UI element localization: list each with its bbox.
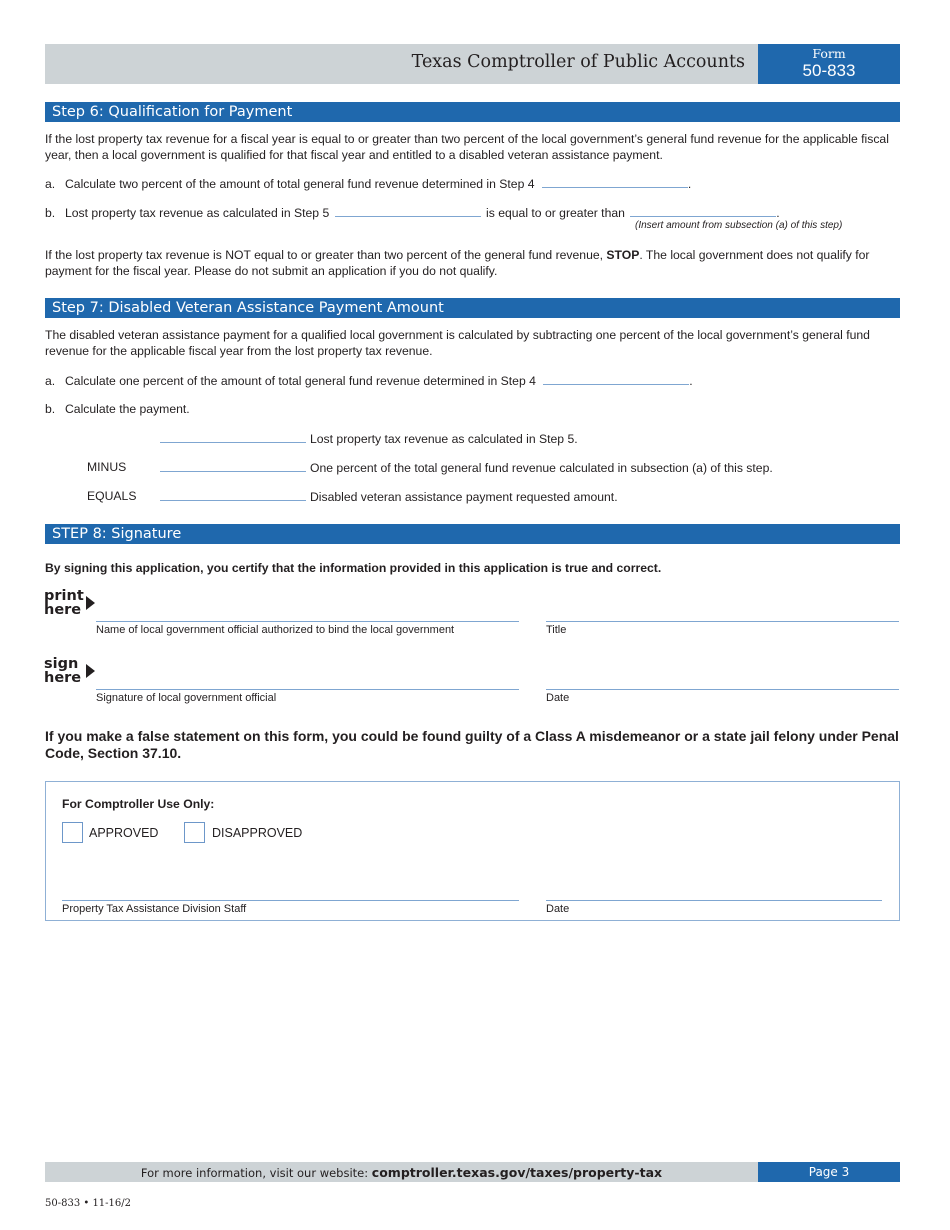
official-name-line: [96, 621, 519, 622]
stop-notice-post: . The local government does not qualify for payment for the fiscal year. Please do not submit an application if you do not qualify.: [45, 248, 870, 278]
step8-heading: STEP 8: Signature: [45, 524, 900, 544]
step6-b-note: (Insert amount from subsection (a) of this step): [635, 220, 843, 231]
step6-heading: Step 6: Qualification for Payment: [45, 102, 900, 122]
step7-a-label: a.: [45, 374, 56, 388]
step6-a-input[interactable]: [542, 175, 688, 188]
approved-label: APPROVED: [89, 826, 159, 840]
title-caption: Title: [546, 624, 567, 636]
print-arrow-icon: [86, 596, 95, 610]
step6-stop-notice: [45, 247, 900, 279]
title-input[interactable]: [546, 602, 899, 621]
step6-b-text1: Lost property tax revenue as calculated in Step 5: [65, 206, 330, 220]
footer-website-link[interactable]: comptroller.texas.gov/taxes/property-tax: [371, 1165, 663, 1180]
staff-line[interactable]: [62, 900, 519, 901]
step7-row3-label: EQUALS: [87, 489, 137, 503]
step7-row-payment: [160, 488, 618, 505]
false-statement-warning: If you make a false statement on this form, you could be found guilty of a Class A misdemeanor or a state jail felony under Penal Code, Section 37.10.: [45, 728, 899, 761]
step7-row2-text: One percent of the total general fund revenue calculated in subsection (a) of this step.: [310, 461, 773, 475]
stop-word: STOP: [606, 248, 640, 262]
step7-a-input[interactable]: [543, 372, 689, 385]
staff-date-line[interactable]: [546, 900, 882, 901]
sign-arrow-icon: [86, 664, 95, 678]
step7-item-b: [45, 401, 190, 417]
step7-payment-input[interactable]: [160, 488, 306, 501]
print-label: print: [44, 588, 84, 604]
official-name-caption: Name of local government official authorized to bind the local government: [96, 624, 455, 636]
step6-a-label: a.: [45, 177, 56, 191]
step7-one-percent-input[interactable]: [160, 459, 306, 472]
agency-name: Texas Comptroller of Public Accounts: [411, 52, 745, 72]
title-line: [546, 621, 899, 622]
sign-label: sign: [44, 656, 79, 672]
step6-b-lost-revenue-input[interactable]: [335, 204, 481, 217]
signature-date-input[interactable]: [546, 670, 899, 689]
signature-date-caption: Date: [546, 692, 570, 704]
step7-intro: The disabled veteran assistance payment for a qualified local government is calculated by subtracting one percent of the local government’s general fund revenue for the applicable fiscal year from the lost property tax revenue.: [45, 328, 870, 358]
step6-a-text: Calculate two percent of the amount of total general fund revenue determined in Step 4: [65, 177, 535, 191]
stop-notice-pre: If the lost property tax revenue is NOT equal to or greater than two percent of the general fund revenue,: [45, 248, 607, 262]
signature-date-line: [546, 689, 899, 690]
print-here-label: here: [44, 602, 82, 618]
approved-checkbox[interactable]: [62, 822, 83, 843]
step6-b-threshold-input[interactable]: [630, 204, 776, 217]
official-name-input[interactable]: [96, 602, 519, 621]
signature-caption: Signature of local government official: [96, 692, 277, 704]
step7-heading: Step 7: Disabled Veteran Assistance Payment Amount: [45, 298, 900, 318]
disapproved-checkbox[interactable]: [184, 822, 205, 843]
form-number: 50-833: [802, 61, 856, 80]
step6-b-text2: is equal to or greater than: [486, 206, 625, 220]
step7-item-a: a. Calculate one percent of the amount of total general fund revenue determined in Step 4 .: [45, 374, 693, 388]
form-revision-id: 50-833 • 11-16/2: [45, 1198, 132, 1209]
step8-certify: By signing this application, you certify that the information provided in this application is true and correct.: [45, 561, 662, 575]
step7-b-label: b.: [45, 402, 56, 416]
step7-row-one-percent: [160, 459, 773, 476]
step7-row1-text: Lost property tax revenue as calculated in Step 5.: [310, 432, 578, 446]
comptroller-heading: For Comptroller Use Only:: [62, 797, 215, 811]
footer-info: [45, 1165, 758, 1180]
signature-input[interactable]: [96, 670, 519, 689]
staff-date-caption: Date: [546, 903, 570, 915]
step7-row-lost-revenue: [160, 430, 578, 447]
form-label: Form: [812, 46, 846, 61]
step6-item-b: b. Lost property tax revenue as calculated in Step 5 is equal to or greater than .: [45, 206, 780, 220]
step7-lost-revenue-input[interactable]: [160, 430, 306, 443]
sign-here-marker: [44, 657, 81, 685]
page-number: Page 3: [758, 1162, 900, 1182]
step7-row2-label: MINUS: [87, 460, 127, 474]
form-number-badge: [758, 44, 900, 84]
disapproved-label: DISAPPROVED: [212, 826, 303, 840]
step6-b-label: b.: [45, 206, 56, 220]
step7-a-text: Calculate one percent of the amount of total general fund revenue determined in Step 4: [65, 374, 536, 388]
print-here-marker: [44, 589, 84, 617]
staff-caption: Property Tax Assistance Division Staff: [62, 903, 247, 915]
step7-row3-text: Disabled veteran assistance payment requested amount.: [310, 490, 618, 504]
footer-info-text: For more information, visit our website:: [140, 1166, 372, 1180]
sign-here-label: here: [44, 670, 82, 686]
step6-intro: If the lost property tax revenue for a fiscal year is equal to or greater than two percent of the local government’s general fund revenue for the applicable fiscal year, then a local government is qualified for that fiscal year and entitled to a disabled veteran assistance payment.: [45, 132, 889, 162]
signature-line: [96, 689, 519, 690]
step6-item-a: a. Calculate two percent of the amount of total general fund revenue determined in Step 4 .: [45, 177, 692, 191]
step7-b-text: Calculate the payment.: [65, 402, 190, 416]
